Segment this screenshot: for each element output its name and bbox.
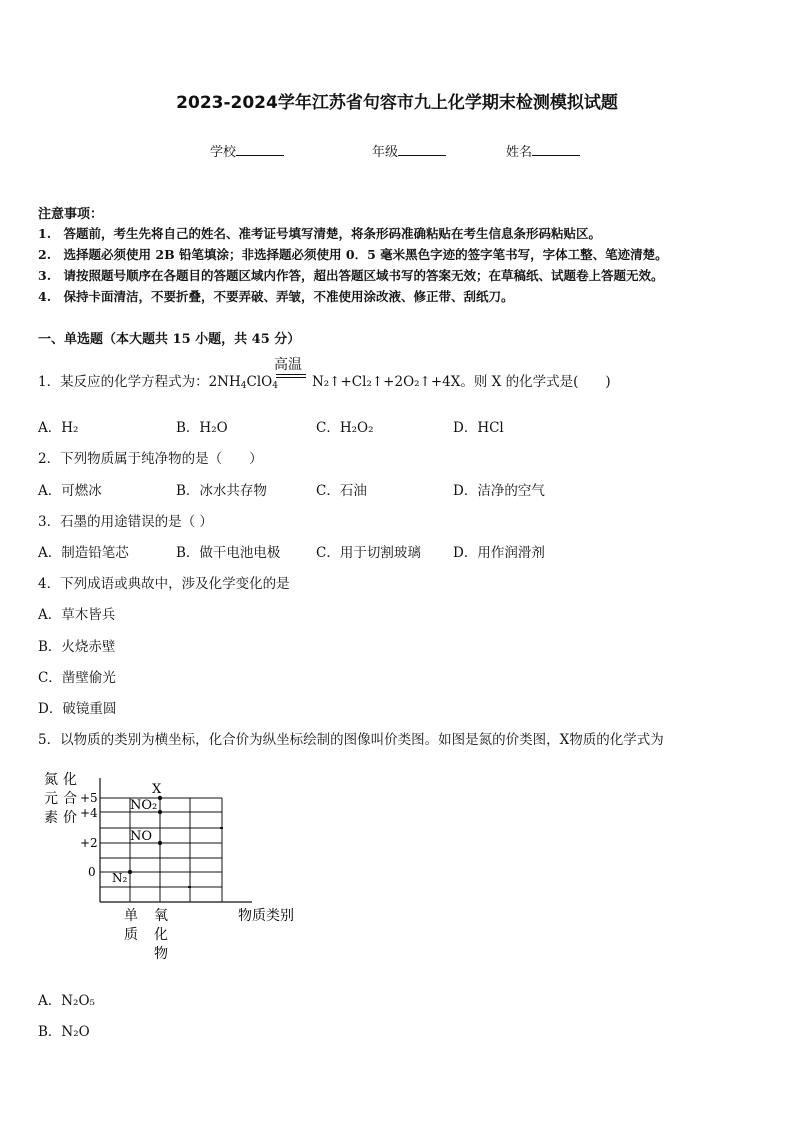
option-b[interactable]: B．火烧赤壁 (38, 639, 116, 655)
name-field (506, 141, 580, 160)
note-item: 1. 答题前，考生先将自己的姓名、准考证号填写清楚，将条形码准确粘贴在考生信息条形码粘贴区。 (38, 226, 602, 241)
note-item: 4. 保持卡面清洁，不要折叠，不要弄破、弄皱，不准使用涂改液、修正带、刮纸刀。 (38, 289, 514, 304)
name-blank[interactable] (532, 143, 580, 156)
option-c[interactable]: C．凿壁偷光 (38, 670, 116, 686)
option-b[interactable]: B．N₂O (38, 1024, 90, 1040)
question-3: 3．石墨的用途错误的是（ ） (38, 514, 213, 530)
question-5: 5．以物质的类别为横坐标，化合价为纵坐标绘制的图像叫价类图。如图是氮的价类图，X物质的化学式为 (38, 732, 664, 748)
grade-blank[interactable] (398, 143, 446, 156)
option-b[interactable]: B．H₂O (176, 420, 228, 436)
option-d[interactable]: D．破镜重圆 (38, 701, 117, 717)
point-label: X (152, 782, 162, 797)
section-heading: 一、单选题（本大题共 15 小题，共 45 分） (38, 332, 301, 347)
y-axis-label: 元 (44, 791, 58, 807)
option-b[interactable]: B．冰水共存物 (176, 483, 267, 499)
option-d[interactable]: D．用作润滑剂 (453, 545, 545, 561)
note-item: 2. 选择题必须使用 2B 铅笔填涂；非选择题必须使用 0．5 毫米黑色字迹的签字笔书写，字体工整、笔迹清楚。 (38, 247, 668, 262)
q1-rhs: N₂↑+Cl₂↑+2O₂↑+4X。则 X 的化学式是( ) (311, 374, 611, 390)
grade-label: 年级 (372, 145, 399, 160)
y-axis-label: 价 (63, 810, 77, 826)
y-tick-label: +5 (80, 791, 98, 805)
question-1: 1．某反应的化学方程式为：$2NH_4ClO_4$ N₂↑+Cl₂↑+2O₂↑+4X。则 X 的化学式是( ) (38, 374, 611, 391)
option-d[interactable]: D．洁净的空气 (453, 483, 545, 499)
point-label: NO₂ (130, 798, 158, 813)
point-label: NO (130, 829, 153, 844)
x-axis-label: 物质类别 (238, 908, 294, 924)
option-a[interactable]: A．可燃冰 (38, 483, 102, 499)
option-a[interactable]: A．H₂ (38, 420, 79, 436)
question-2: 2．下列物质属于纯净物的是（ ） (38, 451, 263, 467)
note-item: 3. 请按照题号顺序在各题目的答题区域内作答，超出答题区域书写的答案无效；在草稿纸、试题卷上答题无效。 (38, 268, 664, 283)
y-axis-label: 合 (63, 791, 77, 807)
option-b[interactable]: B．做干电池电极 (176, 545, 281, 561)
option-d[interactable]: D．HCl (453, 420, 504, 436)
y-axis-label: 氮 (44, 772, 58, 788)
y-tick-label: +4 (80, 806, 98, 820)
y-tick-label: +2 (80, 836, 98, 850)
data-point (128, 870, 132, 874)
y-axis-label: 素 (44, 810, 58, 826)
school-field (210, 141, 284, 160)
school-label: 学校 (210, 145, 237, 160)
school-blank[interactable] (236, 143, 284, 156)
x-tick-label: 单 (124, 908, 138, 924)
y-tick-label: 0 (88, 865, 96, 879)
grade-field (372, 141, 446, 160)
x-tick-label: 物 (154, 946, 168, 962)
notes-heading: 注意事项： (38, 207, 104, 222)
x-tick-label: 质 (124, 927, 138, 943)
data-point (158, 841, 162, 845)
x-tick-label: 氧 (154, 908, 168, 924)
question-4: 4．下列成语或典故中，涉及化学变化的是 (38, 576, 290, 592)
option-a[interactable]: A．制造铅笔芯 (38, 545, 129, 561)
option-a[interactable]: A．草木皆兵 (38, 607, 116, 623)
data-point (158, 810, 162, 814)
y-axis-label: 化 (63, 772, 77, 788)
q1-lhs: 1．某反应的化学方程式为：2NH (38, 374, 241, 390)
option-a[interactable]: A．N₂O₅ (38, 993, 95, 1009)
nitrogen-valence-chart (38, 768, 308, 968)
option-c[interactable]: C．石油 (316, 483, 367, 499)
option-c[interactable]: C．用于切割玻璃 (316, 545, 421, 561)
page-title: 2023-2024学年江苏省句容市九上化学期末检测模拟试题 (176, 93, 618, 113)
reaction-condition: 高温 (274, 357, 302, 373)
x-tick-label: 化 (154, 927, 168, 943)
point-label: N₂ (112, 871, 128, 885)
q1-lhs-2: ClO (246, 374, 273, 390)
name-label: 姓名 (506, 145, 533, 160)
option-c[interactable]: C．H₂O₂ (316, 420, 374, 436)
